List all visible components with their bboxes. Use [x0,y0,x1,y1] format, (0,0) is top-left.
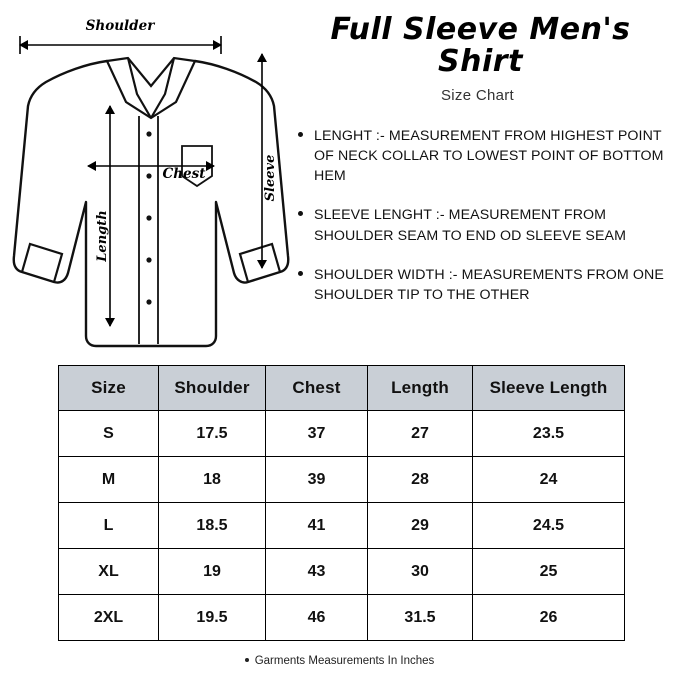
cell-sleeve-length: 25 [473,549,625,595]
size-chart-table [58,365,625,641]
cell-length: 29 [368,503,473,549]
shirt-diagram [6,6,296,356]
page-title: Full Sleeve Men's Shirt [330,12,631,79]
table-row [59,503,625,549]
cell-length: 30 [368,549,473,595]
cell-sleeve-length: 24.5 [473,503,625,549]
note-item [298,265,675,305]
note-text: LENGHT :- MEASUREMENT FROM HIGHEST POINT OF NECK COLLAR TO LOWEST POINT OF BOTTOM HEM [314,128,664,185]
cell-chest: 46 [266,595,368,641]
table-row [59,549,625,595]
shoulder-arrow [19,36,222,54]
cell-chest: 43 [266,549,368,595]
note-item [298,126,675,186]
table-row [59,457,625,503]
cell-size: 2XL [59,595,159,641]
column-header-length: Length [368,366,473,411]
page-subtitle: Size Chart [440,87,515,104]
shirt-illustration-svg [6,6,296,356]
cell-shoulder: 18.5 [159,503,266,549]
cell-chest: 37 [266,411,368,457]
cell-size: L [59,503,159,549]
cell-sleeve-length: 26 [473,595,625,641]
footnote-text: Garments Measurements In Inches [254,655,435,667]
measurement-notes [280,126,675,305]
sleeve-label: Sleeve [263,154,278,202]
cell-chest: 39 [266,457,368,503]
column-header-sleeve-length: Sleeve Length [473,366,625,411]
footnote [0,655,679,667]
bullet-dot-icon [298,271,303,276]
cell-length: 28 [368,457,473,503]
length-label: Length [95,210,110,262]
note-item [298,205,675,245]
cell-shoulder: 17.5 [159,411,266,457]
cell-sleeve-length: 23.5 [473,411,625,457]
cell-size: S [59,411,159,457]
column-header-chest: Chest [266,366,368,411]
info-panel [280,14,675,354]
shoulder-label: Shoulder [85,18,155,34]
cell-size: XL [59,549,159,595]
note-text: SHOULDER WIDTH :- MEASUREMENTS FROM ONE SHOULDER TIP TO THE OTHER [314,266,664,303]
cell-length: 27 [368,411,473,457]
cell-sleeve-length: 24 [473,457,625,503]
column-header-shoulder: Shoulder [159,366,266,411]
cell-chest: 41 [266,503,368,549]
bullet-dot-icon [298,132,303,137]
table-row [59,411,625,457]
note-text: SLEEVE LENGHT :- MEASUREMENT FROM SHOULDER SEAM TO END OD SLEEVE SEAM [314,207,627,244]
column-header-size: Size [59,366,159,411]
cell-length: 31.5 [368,595,473,641]
table-header-row [59,366,625,411]
chest-label: Chest [162,166,206,182]
bullet-dot-icon [245,658,249,662]
cell-shoulder: 18 [159,457,266,503]
cell-shoulder: 19 [159,549,266,595]
cell-size: M [59,457,159,503]
table-row [59,595,625,641]
bullet-dot-icon [298,211,303,216]
cell-shoulder: 19.5 [159,595,266,641]
